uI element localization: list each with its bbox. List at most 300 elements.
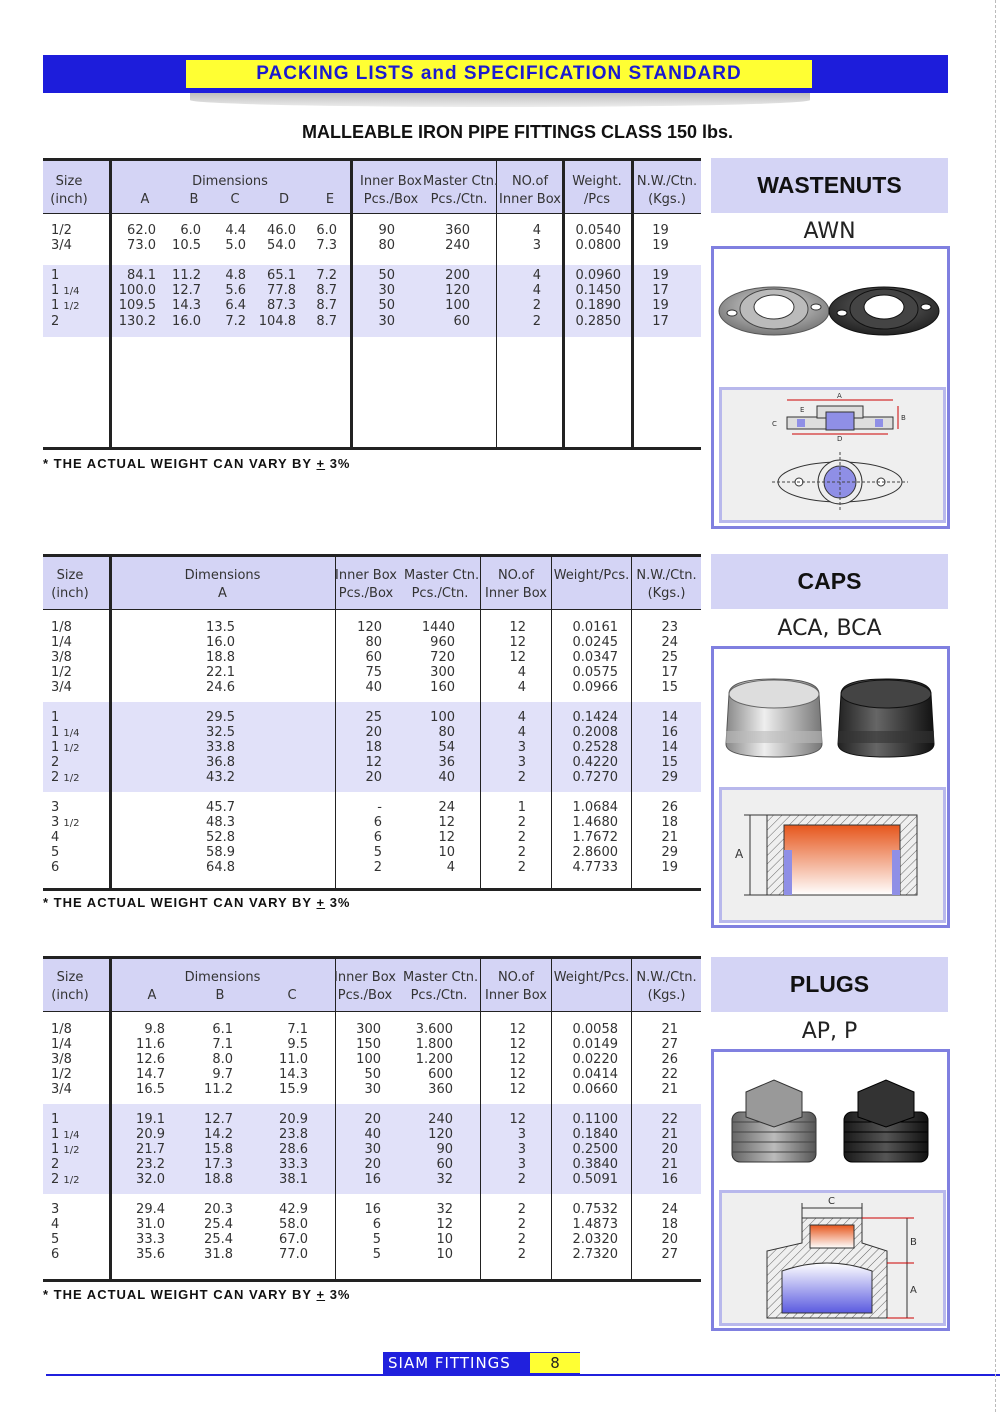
wastenut-photo <box>714 249 947 379</box>
hdr-no-of: NO.of Inner Box <box>499 174 561 207</box>
caps-cell: 5 <box>51 845 60 860</box>
plugs-cell: 20 <box>661 1232 678 1247</box>
plugs-cell: 29.4 <box>136 1202 165 1217</box>
plugs-cell: 9.5 <box>287 1037 308 1052</box>
plugs-cell: 5 <box>372 1247 381 1262</box>
wastenuts-cell: 19 <box>652 298 669 313</box>
product-title-plugs: PLUGS <box>711 957 948 1012</box>
caps-cell: 54 <box>438 740 455 755</box>
caps-cell: 29 <box>661 770 678 785</box>
plugs-cell: 5 <box>51 1232 60 1247</box>
wastenuts-cell: 14.3 <box>172 298 201 313</box>
plugs-cell: 22 <box>661 1067 678 1082</box>
wastenuts-cell: 0.2850 <box>575 314 621 329</box>
plugs-table <box>43 956 701 1282</box>
hdr-dim-b: B <box>215 988 225 1003</box>
caps-cell: 0.7270 <box>572 770 618 785</box>
wastenuts-table <box>43 158 701 450</box>
caps-cell: 6 <box>373 815 382 830</box>
wastenuts-cell: 4 <box>532 268 541 283</box>
wastenuts-cell: 5.0 <box>225 238 246 253</box>
cap-photo <box>714 649 947 779</box>
page-title: PACKING LISTS and SPECIFICATION STANDARD <box>186 60 812 88</box>
caps-cell: 36.8 <box>206 755 235 770</box>
plugs-cell: 300 <box>356 1022 381 1037</box>
plugs-cell: 30 <box>364 1082 381 1097</box>
plugs-cell: 150 <box>356 1037 381 1052</box>
caps-cell: 2 1/2 <box>51 770 80 785</box>
plugs-cell: 14.2 <box>204 1127 233 1142</box>
caps-cell: 0.4220 <box>572 755 618 770</box>
caps-table <box>43 554 701 891</box>
plugs-cell: 240 <box>428 1112 453 1127</box>
wastenuts-cell: 5.6 <box>225 283 246 298</box>
plugs-cell: 12 <box>509 1112 526 1127</box>
plugs-cell: 32 <box>436 1202 453 1217</box>
hdr-no-of: NO.of Inner Box <box>485 970 547 1003</box>
hdr-master-ctn: Master Ctn. Pcs./Ctn. <box>423 174 499 207</box>
dim-label-b: B <box>901 414 906 422</box>
dim-label-b: B <box>910 1237 917 1248</box>
plugs-cell: 9.7 <box>212 1067 233 1082</box>
plugs-cell: 0.0058 <box>572 1022 618 1037</box>
hdr-master-ctn: Master Ctn. Pcs./Ctn. <box>403 970 479 1003</box>
plugs-cell: 12 <box>436 1217 453 1232</box>
dim-label-a: A <box>837 392 842 400</box>
caps-cell: 16.0 <box>206 635 235 650</box>
caps-cell: 0.0245 <box>572 635 618 650</box>
plugs-cell: 14.3 <box>279 1067 308 1082</box>
wastenuts-cell: 8.7 <box>316 298 337 313</box>
product-title-caps: CAPS <box>711 554 948 609</box>
wastenut-drawing <box>719 387 946 523</box>
wastenuts-cell: 87.3 <box>267 298 296 313</box>
wastenuts-cell: 3/4 <box>51 238 72 253</box>
caps-cell: 18.8 <box>206 650 235 665</box>
caps-cell: 13.5 <box>206 620 235 635</box>
caps-cell: 22.1 <box>206 665 235 680</box>
wastenuts-cell: 360 <box>445 223 470 238</box>
caps-cell: 12 <box>509 650 526 665</box>
plugs-cell: 16 <box>661 1172 678 1187</box>
caps-cell: 20 <box>365 770 382 785</box>
caps-cell: 43.2 <box>206 770 235 785</box>
wastenuts-cell: 10.5 <box>172 238 201 253</box>
wastenuts-cell: 0.0800 <box>575 238 621 253</box>
hdr-nw: N.W./Ctn. (Kgs.) <box>636 174 698 207</box>
caps-cell: 2 <box>517 830 526 845</box>
plugs-cell: 1.4873 <box>572 1217 618 1232</box>
hdr-master-ctn: Master Ctn. Pcs./Ctn. <box>404 568 480 601</box>
plugs-cell: 2 <box>517 1232 526 1247</box>
caps-cell: 3 <box>517 755 526 770</box>
plugs-cell: 35.6 <box>136 1247 165 1262</box>
dim-label-a: A <box>735 847 744 861</box>
section-subtitle: MALLEABLE IRON PIPE FITTINGS CLASS 150 lbs. <box>301 122 734 142</box>
hdr-weight: Weight/Pcs. <box>553 970 630 985</box>
plug-photo <box>714 1052 947 1182</box>
wastenuts-cell: 109.5 <box>118 298 156 313</box>
wastenuts-cell: 73.0 <box>127 238 156 253</box>
wastenuts-cell: 1 <box>51 268 60 283</box>
footer-brand: SIAM FITTINGS <box>388 1354 511 1372</box>
caps-cell: 21 <box>661 830 678 845</box>
plugs-cell: 1.800 <box>415 1037 453 1052</box>
plugs-cell: 4 <box>51 1217 60 1232</box>
wastenuts-cell: 54.0 <box>267 238 296 253</box>
product-code-wastenuts: AWN <box>803 219 856 244</box>
plugs-cell: 2.7320 <box>572 1247 618 1262</box>
plugs-cell: 1 <box>51 1112 60 1127</box>
hdr-nw: N.W./Ctn. (Kgs.) <box>636 970 697 1003</box>
wastenuts-cell: 3 <box>532 238 541 253</box>
plugs-cell: 24 <box>661 1202 678 1217</box>
caps-cell: 80 <box>438 725 455 740</box>
plugs-cell: 12 <box>509 1067 526 1082</box>
plugs-cell: 17.3 <box>204 1157 233 1172</box>
plugs-cell: 6 <box>372 1217 381 1232</box>
wastenuts-cell: 19 <box>652 223 669 238</box>
plugs-cell: 10 <box>436 1232 453 1247</box>
cap-drawing <box>719 787 946 923</box>
wastenuts-cell: 1 1/2 <box>51 298 80 313</box>
wastenuts-cell: 240 <box>445 238 470 253</box>
hdr-dim-a: A <box>147 988 157 1003</box>
footer-line <box>46 1374 1000 1376</box>
caps-cell: 60 <box>365 650 382 665</box>
wastenuts-cell: 100.0 <box>118 283 156 298</box>
plugs-cell: 21 <box>661 1082 678 1097</box>
wastenuts-cell: 65.1 <box>267 268 296 283</box>
caps-cell: 4 <box>517 665 526 680</box>
plugs-cell: 26 <box>661 1052 678 1067</box>
caps-cell: 58.9 <box>206 845 235 860</box>
plugs-cell: 0.1840 <box>572 1127 618 1142</box>
hdr-nw: N.W./Ctn. (Kgs.) <box>636 568 697 601</box>
wastenuts-cell: 120 <box>445 283 470 298</box>
plugs-cell: 8.0 <box>212 1052 233 1067</box>
caps-cell: 5 <box>373 845 382 860</box>
wastenuts-cell: 77.8 <box>267 283 296 298</box>
plugs-cell: 2 <box>517 1202 526 1217</box>
hdr-weight: Weight/Pcs. <box>553 568 630 583</box>
caps-cell: - <box>377 800 382 815</box>
dim-label-e: E <box>800 406 805 414</box>
weight-note: * THE ACTUAL WEIGHT CAN VARY BY + 3% <box>43 895 351 910</box>
plugs-cell: 22 <box>661 1112 678 1127</box>
plugs-cell: 3.600 <box>415 1022 453 1037</box>
hdr-size: Size (inch) <box>50 174 88 207</box>
wastenuts-cell: 90 <box>378 223 395 238</box>
wastenuts-cell: 50 <box>378 298 395 313</box>
caps-cell: 26 <box>661 800 678 815</box>
plugs-cell: 42.9 <box>279 1202 308 1217</box>
wastenuts-cell: 62.0 <box>127 223 156 238</box>
plugs-cell: 20 <box>364 1112 381 1127</box>
page-number: 8 <box>530 1353 580 1373</box>
caps-cell: 1/4 <box>51 635 72 650</box>
plugs-cell: 2 <box>51 1157 60 1172</box>
caps-cell: 1/2 <box>51 665 72 680</box>
plugs-cell: 23.8 <box>279 1127 308 1142</box>
plugs-cell: 25.4 <box>204 1217 233 1232</box>
caps-cell: 80 <box>365 635 382 650</box>
caps-cell: 2 <box>517 860 526 875</box>
wastenuts-cell: 4.8 <box>225 268 246 283</box>
plugs-cell: 14.7 <box>136 1067 165 1082</box>
wastenuts-cell: 7.2 <box>316 268 337 283</box>
caps-cell: 1 <box>517 800 526 815</box>
caps-cell: 75 <box>365 665 382 680</box>
hdr-weight: Weight. /Pcs <box>572 174 622 207</box>
wastenuts-cell: 6.0 <box>316 223 337 238</box>
caps-cell: 2 <box>517 815 526 830</box>
caps-cell: 6 <box>51 860 60 875</box>
plugs-cell: 90 <box>436 1142 453 1157</box>
product-image-wastenuts <box>711 246 950 529</box>
wastenuts-cell: 0.1450 <box>575 283 621 298</box>
wastenuts-cell: 1/2 <box>51 223 72 238</box>
plugs-cell: 38.1 <box>279 1172 308 1187</box>
caps-cell: 2 <box>517 770 526 785</box>
plugs-cell: 21 <box>661 1127 678 1142</box>
caps-cell: 4 <box>446 860 455 875</box>
caps-cell: 24 <box>438 800 455 815</box>
caps-cell: 64.8 <box>206 860 235 875</box>
plugs-cell: 15.8 <box>204 1142 233 1157</box>
caps-cell: 960 <box>430 635 455 650</box>
caps-cell: 1 1/4 <box>51 725 80 740</box>
plugs-cell: 9.8 <box>144 1022 165 1037</box>
plugs-cell: 60 <box>436 1157 453 1172</box>
plugs-cell: 16 <box>364 1202 381 1217</box>
hdr-dim-b: B <box>189 192 199 207</box>
caps-cell: 14 <box>661 740 678 755</box>
wastenuts-cell: 100 <box>445 298 470 313</box>
plugs-cell: 32 <box>436 1172 453 1187</box>
plugs-cell: 12 <box>509 1082 526 1097</box>
plugs-cell: 11.6 <box>136 1037 165 1052</box>
wastenuts-cell: 8.7 <box>316 283 337 298</box>
dim-label-d: D <box>837 435 843 443</box>
plugs-cell: 77.0 <box>279 1247 308 1262</box>
plugs-cell: 100 <box>356 1052 381 1067</box>
wastenuts-cell: 2 <box>51 314 60 329</box>
wastenuts-cell: 17 <box>652 283 669 298</box>
hdr-no-of: NO.of Inner Box <box>485 568 547 601</box>
wastenuts-cell: 7.2 <box>225 314 246 329</box>
plugs-cell: 1 1/2 <box>51 1142 80 1157</box>
hdr-dimensions: Dimensions A <box>184 568 261 601</box>
caps-cell: 4 <box>517 710 526 725</box>
plugs-cell: 32.0 <box>136 1172 165 1187</box>
hdr-dimensions: Dimensions <box>192 174 268 189</box>
caps-cell: 32.5 <box>206 725 235 740</box>
caps-cell: 300 <box>430 665 455 680</box>
wastenuts-cell: 11.2 <box>172 268 201 283</box>
plugs-cell: 1/8 <box>51 1022 72 1037</box>
plugs-cell: 21.7 <box>136 1142 165 1157</box>
caps-cell: 19 <box>661 860 678 875</box>
plugs-cell: 11.2 <box>204 1082 233 1097</box>
wastenuts-cell: 80 <box>378 238 395 253</box>
hdr-dim-c: C <box>287 988 297 1003</box>
plugs-cell: 3 <box>517 1157 526 1172</box>
wastenuts-cell: 7.3 <box>316 238 337 253</box>
plugs-cell: 11.0 <box>279 1052 308 1067</box>
plugs-cell: 20 <box>661 1142 678 1157</box>
plugs-cell: 31.8 <box>204 1247 233 1262</box>
wastenuts-cell: 4 <box>532 283 541 298</box>
caps-cell: 2 <box>517 845 526 860</box>
caps-cell: 12 <box>438 815 455 830</box>
plugs-cell: 2.0320 <box>572 1232 618 1247</box>
caps-cell: 18 <box>365 740 382 755</box>
product-code-caps: ACA, BCA <box>777 616 882 641</box>
plugs-cell: 21 <box>661 1157 678 1172</box>
product-title-wastenuts: WASTENUTS <box>711 158 948 213</box>
plugs-cell: 10 <box>436 1247 453 1262</box>
plugs-cell: 16.5 <box>136 1082 165 1097</box>
plugs-cell: 40 <box>364 1127 381 1142</box>
plugs-cell: 0.5091 <box>572 1172 618 1187</box>
plugs-cell: 6.1 <box>212 1022 233 1037</box>
plugs-cell: 2 1/2 <box>51 1172 80 1187</box>
caps-cell: 12 <box>509 620 526 635</box>
plugs-cell: 1.200 <box>415 1052 453 1067</box>
wastenuts-cell: 130.2 <box>118 314 156 329</box>
caps-cell: 160 <box>430 680 455 695</box>
caps-cell: 3/4 <box>51 680 72 695</box>
plugs-cell: 12 <box>509 1022 526 1037</box>
plugs-cell: 15.9 <box>279 1082 308 1097</box>
hdr-inner-box: Inner Box Pcs./Box <box>335 568 397 601</box>
plugs-cell: 27 <box>661 1037 678 1052</box>
wastenuts-cell: 0.0960 <box>575 268 621 283</box>
hdr-size: Size (inch) <box>51 970 89 1003</box>
wastenuts-cell: 30 <box>378 314 395 329</box>
plugs-cell: 120 <box>428 1127 453 1142</box>
weight-note: * THE ACTUAL WEIGHT CAN VARY BY + 3% <box>43 456 351 471</box>
caps-cell: 2 <box>373 860 382 875</box>
plugs-cell: 20.9 <box>279 1112 308 1127</box>
hdr-inner-box: Inner Box Pcs./Box <box>360 174 422 207</box>
caps-cell: 120 <box>357 620 382 635</box>
caps-cell: 6 <box>373 830 382 845</box>
caps-cell: 1 1/2 <box>51 740 80 755</box>
plugs-cell: 28.6 <box>279 1142 308 1157</box>
caps-cell: 1/8 <box>51 620 72 635</box>
plugs-cell: 0.0414 <box>572 1067 618 1082</box>
caps-cell: 0.1424 <box>572 710 618 725</box>
wastenuts-cell: 2 <box>532 298 541 313</box>
plugs-cell: 1 1/4 <box>51 1127 80 1142</box>
plugs-cell: 18.8 <box>204 1172 233 1187</box>
caps-cell: 4 <box>517 680 526 695</box>
plugs-cell: 0.0220 <box>572 1052 618 1067</box>
plug-drawing <box>719 1190 946 1326</box>
dim-label-c: C <box>772 420 777 428</box>
plugs-cell: 12 <box>509 1037 526 1052</box>
caps-cell: 0.0575 <box>572 665 618 680</box>
wastenuts-cell: 8.7 <box>316 314 337 329</box>
wastenuts-cell: 6.4 <box>225 298 246 313</box>
caps-cell: 4 <box>517 725 526 740</box>
caps-cell: 4.7733 <box>572 860 618 875</box>
wastenuts-cell: 200 <box>445 268 470 283</box>
weight-note: * THE ACTUAL WEIGHT CAN VARY BY + 3% <box>43 1287 351 1302</box>
caps-cell: 1440 <box>421 620 455 635</box>
wastenuts-cell: 6.0 <box>180 223 201 238</box>
plugs-cell: 20.3 <box>204 1202 233 1217</box>
caps-cell: 40 <box>365 680 382 695</box>
plugs-cell: 33.3 <box>279 1157 308 1172</box>
caps-cell: 17 <box>661 665 678 680</box>
caps-cell: 29.5 <box>206 710 235 725</box>
wastenuts-cell: 4 <box>532 223 541 238</box>
caps-cell: 10 <box>438 845 455 860</box>
caps-cell: 24.6 <box>206 680 235 695</box>
plugs-cell: 0.1100 <box>572 1112 618 1127</box>
wastenuts-cell: 0.1890 <box>575 298 621 313</box>
page-edge-dotted-line <box>995 0 996 1412</box>
caps-cell: 15 <box>661 680 678 695</box>
wastenuts-cell: 12.7 <box>172 283 201 298</box>
hdr-dim-c: C <box>230 192 240 207</box>
caps-cell: 18 <box>661 815 678 830</box>
plugs-cell: 2 <box>517 1172 526 1187</box>
plugs-cell: 58.0 <box>279 1217 308 1232</box>
hdr-dimensions: Dimensions <box>184 970 261 985</box>
plugs-cell: 20 <box>364 1157 381 1172</box>
caps-cell: 24 <box>661 635 678 650</box>
product-code-plugs: AP, P <box>801 1019 858 1044</box>
caps-cell: 48.3 <box>206 815 235 830</box>
caps-cell: 29 <box>661 845 678 860</box>
caps-cell: 0.0347 <box>572 650 618 665</box>
plugs-cell: 20.9 <box>136 1127 165 1142</box>
plugs-cell: 7.1 <box>212 1037 233 1052</box>
wastenuts-cell: 50 <box>378 268 395 283</box>
caps-cell: 0.2008 <box>572 725 618 740</box>
wastenuts-cell: 2 <box>532 314 541 329</box>
plugs-cell: 16 <box>364 1172 381 1187</box>
plugs-cell: 0.0660 <box>572 1082 618 1097</box>
caps-cell: 36 <box>438 755 455 770</box>
plugs-cell: 0.3840 <box>572 1157 618 1172</box>
caps-cell: 45.7 <box>206 800 235 815</box>
wastenuts-cell: 46.0 <box>267 223 296 238</box>
plugs-cell: 25.4 <box>204 1232 233 1247</box>
caps-cell: 23 <box>661 620 678 635</box>
banner-shadow <box>190 93 810 107</box>
caps-cell: 1 <box>51 710 60 725</box>
caps-cell: 3 1/2 <box>51 815 80 830</box>
caps-cell: 52.8 <box>206 830 235 845</box>
wastenuts-cell: 30 <box>378 283 395 298</box>
plugs-cell: 27 <box>661 1247 678 1262</box>
plugs-cell: 18 <box>661 1217 678 1232</box>
plugs-cell: 1/4 <box>51 1037 72 1052</box>
caps-cell: 20 <box>365 725 382 740</box>
plugs-cell: 360 <box>428 1082 453 1097</box>
plugs-cell: 19.1 <box>136 1112 165 1127</box>
wastenuts-cell: 60 <box>453 314 470 329</box>
caps-cell: 33.8 <box>206 740 235 755</box>
product-image-caps <box>711 646 950 928</box>
wastenuts-cell: 1 1/4 <box>51 283 80 298</box>
wastenuts-cell: 0.0540 <box>575 223 621 238</box>
